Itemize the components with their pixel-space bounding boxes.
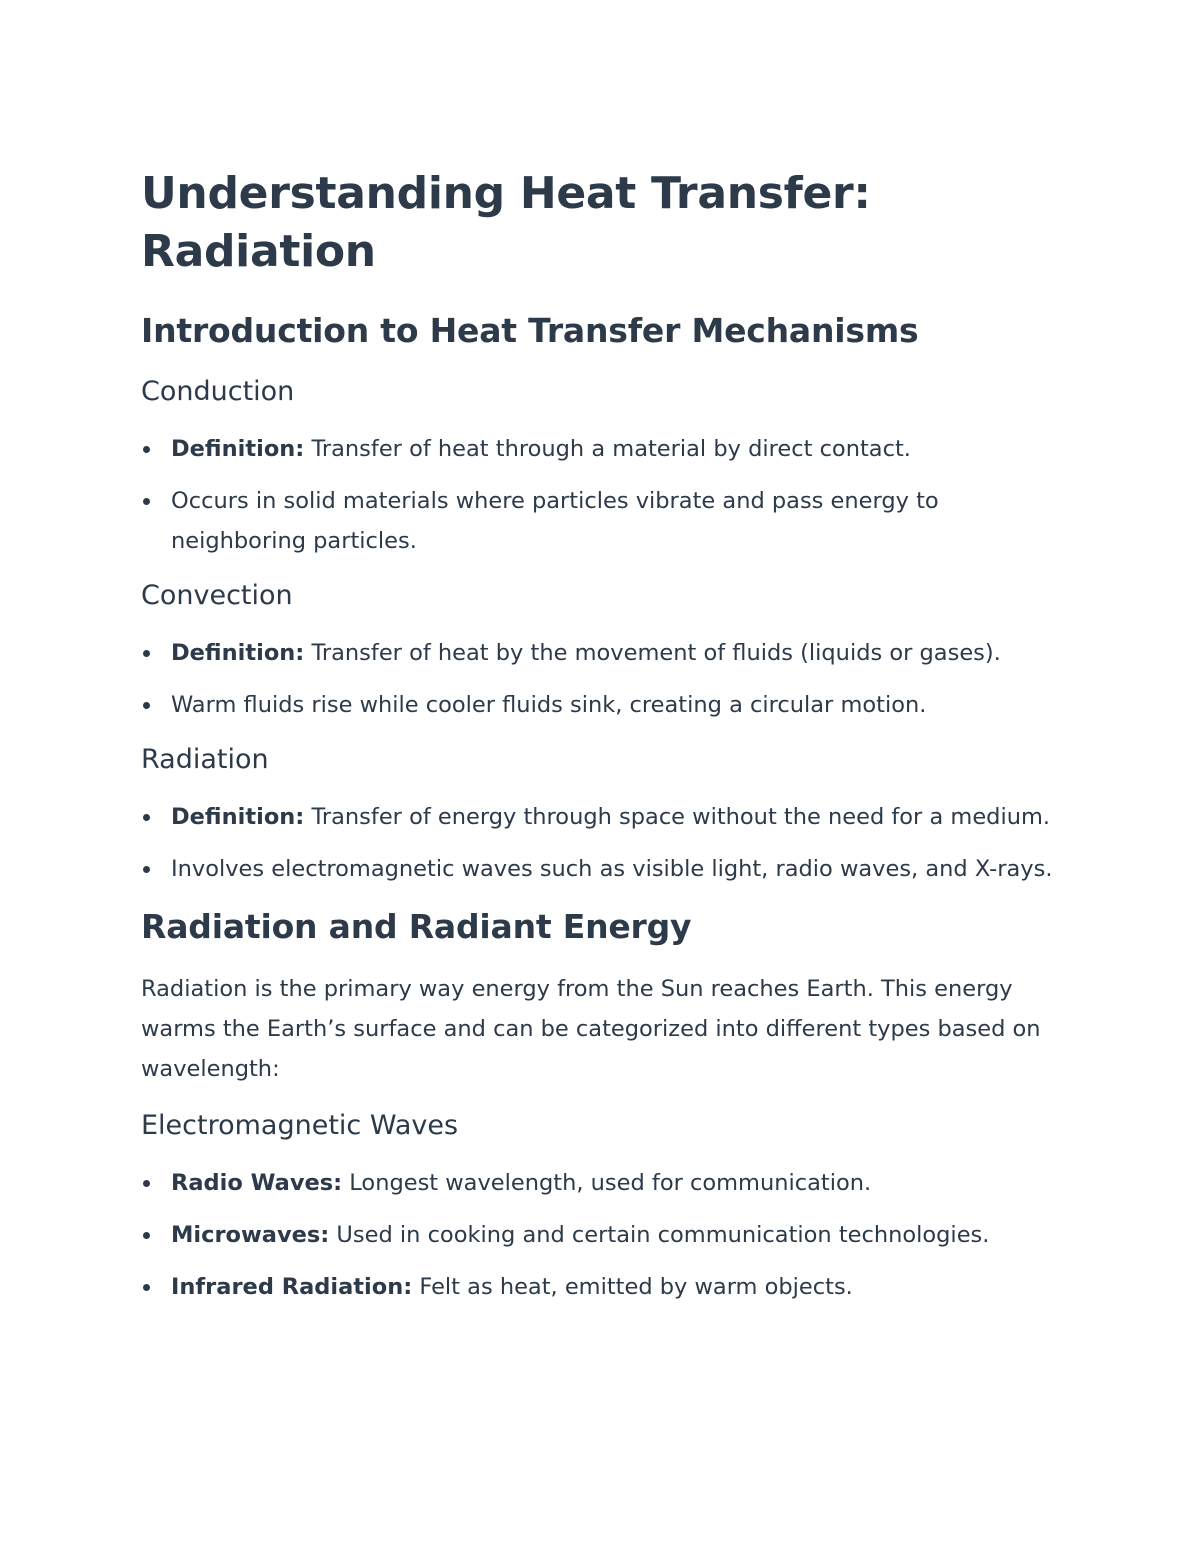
list-item: [141, 633, 1071, 673]
section-heading-radiant-energy: Radiation and Radiant Energy: [141, 907, 692, 946]
item-text: Warm fluids rise while cooler fluids sink, creating a circular motion.: [171, 692, 927, 718]
item-label: Definition:: [171, 804, 305, 830]
item-label: Definition:: [171, 640, 305, 666]
bullet-icon: [143, 1232, 150, 1239]
item-text: Transfer of energy through space without the need for a medium.: [304, 804, 1051, 830]
list-item: [141, 1267, 1071, 1307]
bullet-icon: [143, 446, 150, 453]
item-text: Involves electromagnetic waves such as visible light, radio waves, and X-rays.: [171, 856, 1053, 882]
list-item: [141, 1215, 1071, 1255]
radiation-list: [141, 797, 1071, 889]
subheading-conduction: Conduction: [141, 376, 295, 407]
item-label: Definition:: [171, 436, 305, 462]
radiant-energy-paragraph: Radiation is the primary way energy from the Sun reaches Earth. This energy warms the Earth’s surface and can be categorized into different types based on wavelength:: [141, 976, 1041, 1082]
bullet-icon: [143, 702, 150, 709]
bullet-icon: [143, 650, 150, 657]
item-label: Microwaves:: [171, 1222, 330, 1248]
document-title: Understanding Heat Transfer: Radiation: [141, 168, 871, 277]
item-text: Transfer of heat through a material by direct contact.: [304, 436, 911, 462]
item-text: Longest wavelength, used for communication.: [342, 1170, 872, 1196]
conduction-list: [141, 429, 1071, 561]
section-heading-intro: Introduction to Heat Transfer Mechanisms: [141, 311, 919, 350]
document-page: [141, 165, 1071, 1323]
item-label: Infrared Radiation:: [171, 1274, 413, 1300]
list-item: [141, 849, 1071, 889]
list-item: [141, 481, 1071, 561]
item-text: Used in cooking and certain communication technologies.: [329, 1222, 990, 1248]
bullet-icon: [143, 866, 150, 873]
bullet-icon: [143, 498, 150, 505]
item-text: Felt as heat, emitted by warm objects.: [412, 1274, 853, 1300]
list-item: [141, 685, 1071, 725]
subheading-electromagnetic-waves: Electromagnetic Waves: [141, 1110, 459, 1141]
bullet-icon: [143, 814, 150, 821]
em-waves-list: [141, 1163, 1071, 1307]
subheading-convection: Convection: [141, 580, 293, 611]
item-text: Occurs in solid materials where particles vibrate and pass energy to neighboring particles.: [171, 488, 939, 554]
item-text: Transfer of heat by the movement of fluids (liquids or gases).: [304, 640, 1001, 666]
bullet-icon: [143, 1180, 150, 1187]
list-item: [141, 1163, 1071, 1203]
list-item: [141, 797, 1071, 837]
list-item: [141, 429, 1071, 469]
convection-list: [141, 633, 1071, 725]
bullet-icon: [143, 1284, 150, 1291]
subheading-radiation: Radiation: [141, 744, 269, 775]
item-label: Radio Waves:: [171, 1170, 343, 1196]
